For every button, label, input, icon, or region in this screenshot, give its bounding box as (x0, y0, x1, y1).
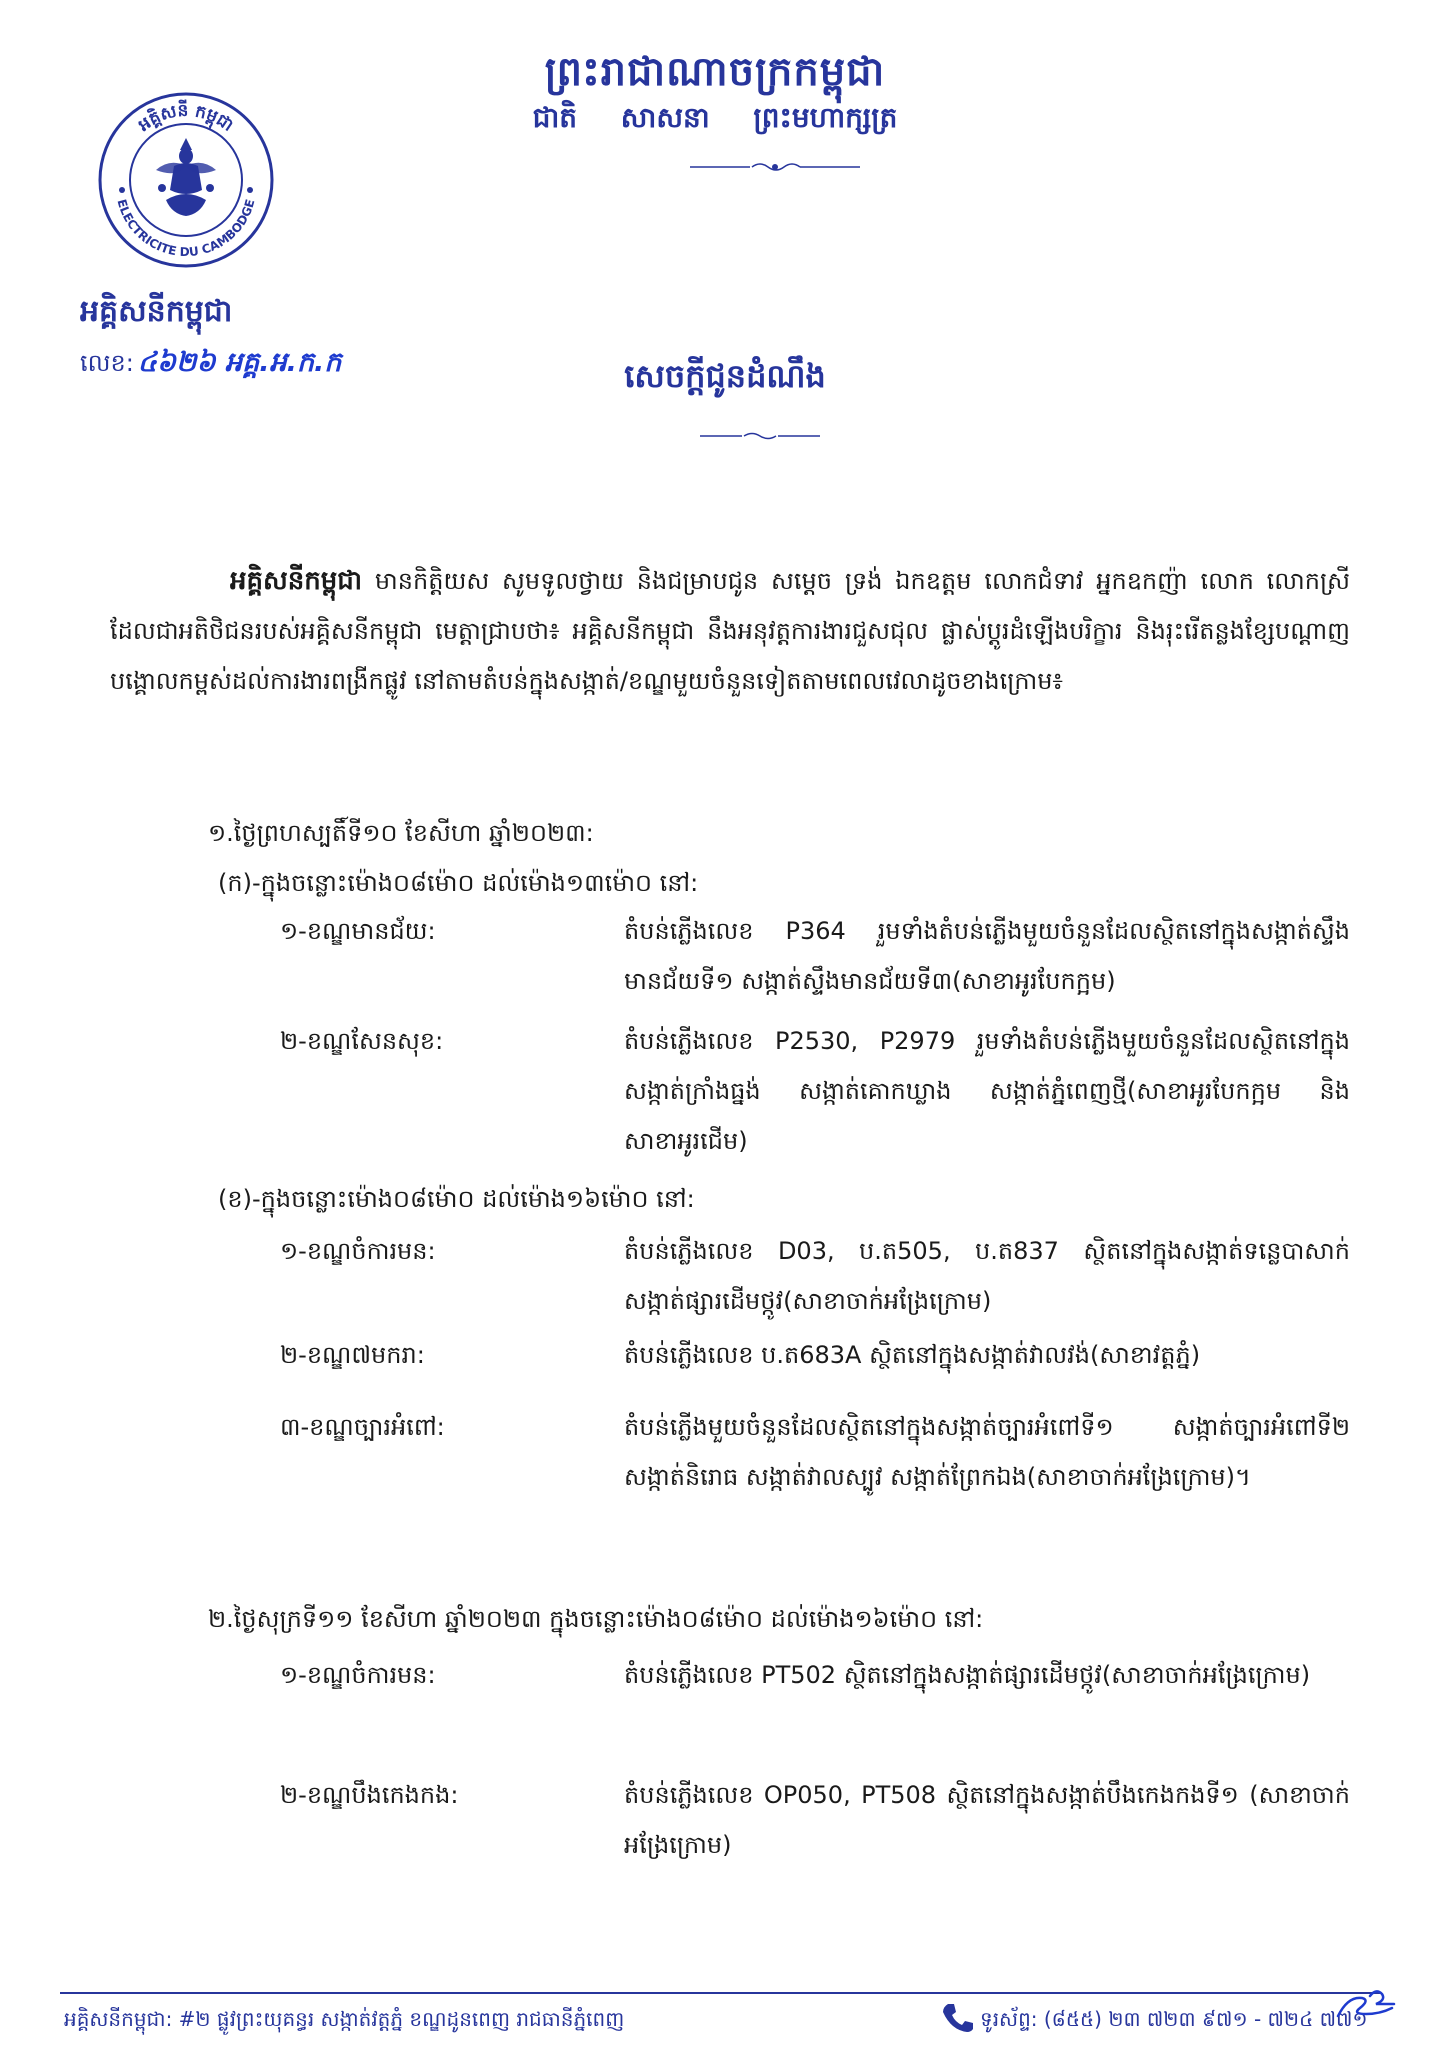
intro-paragraph (110, 556, 1350, 706)
district-description: តំបន់ភ្លើងលេខ D03, ប.ត505, ប.ត837 ស្ថិតនៅក្នុងសង្កាត់ទន្លេបាសាក់ សង្កាត់ផ្សារដើមថ្កូវ(សាខាចាក់អង្រែក្រោម) (624, 1237, 1350, 1315)
day1-period-b-title: (ខ)-ក្នុងចន្លោះម៉ោង០៨ម៉ោ០ ដល់ម៉ោង១៦ម៉ោ០ នៅ: (218, 1185, 695, 1213)
list-item (280, 906, 1350, 1006)
footer-divider (60, 1992, 1380, 1994)
national-motto: ជាតិ សាសនា ព្រះមហាក្សត្រ (532, 101, 898, 134)
list-item (280, 1226, 1350, 1326)
day2-title: ២.ថ្ងៃសុក្រទី១១ ខែសីហា ឆ្នាំ២០២៣ ក្នុងចន្លោះម៉ោង០៨ម៉ោ០ ដល់ម៉ោង១៦ម៉ោ០ នៅ: (208, 1605, 984, 1633)
svg-text:អគ្គិសនី កម្ពុជា (135, 99, 237, 136)
list-item (280, 1770, 1350, 1870)
district-label: ២-ខណ្ឌបឹងកេងកង: (280, 1781, 459, 1809)
phone-icon (940, 2000, 974, 2034)
seal-text-bottom: ELECTRICITE DU CAMBODGE (114, 197, 258, 260)
district-description: តំបន់ភ្លើងលេខ OP050, PT508 ស្ថិតនៅក្នុងសង្កាត់បឹងកេងកងទី១ (សាខាចាក់អង្រែក្រោម) (624, 1781, 1350, 1859)
day1-title: ១.ថ្ងៃព្រហស្បតិ៍ទី១០ ខែសីហា ឆ្នាំ២០២៣: (208, 819, 594, 847)
edc-seal-logo (96, 90, 276, 270)
handwritten-initial-mark (1330, 1986, 1400, 2026)
footer-phone: ទូរស័ព្ទ: (៨៥៥) ២៣ ៧២៣ ៩៧១ - ៧២៤ ៧៧១ (980, 2007, 1368, 2031)
list-item (280, 1330, 1350, 1380)
kingdom-heading: ព្រះរាជាណាចក្រកម្ពុជា (544, 48, 886, 95)
organization-name: អគ្គិសនីកម្ពុជា (80, 294, 233, 329)
district-label: ៣-ខណ្ឌច្បារអំពៅ: (280, 1413, 445, 1441)
intro-text: មានកិត្តិយស សូមទូលថ្វាយ និងជម្រាបជូន សម្ដេច ទ្រង់ ឯកឧត្តម លោកជំទាវ អ្នកឧកញ៉ា លោក លោកស្រី ដែលជាអតិថិជនរបស់អគ្គិសនីកម្ពុជា មេត្តាជ្រាបថា៖ អគ្គិសនីកម្ពុជា នឹងអនុវត្តការងារជួសជុល ផ្លាស់ប្ដូរដំឡើងបរិក្ខារ និងរុះរើតន្លងខ្សែបណ្ដាញបង្គោលកម្ពស់ដល់ការងារពង្រីកផ្លូវ នៅតាមតំបន់ក្នុងសង្កាត់/ខណ្ឌមួយចំនួនទៀតតាមពេលវេលាដូចខាងក្រោម៖ (110, 567, 1350, 695)
reference-number: ៤៦២៦ អគ្គ.អ.ក.ក (137, 347, 342, 378)
footer-address: អគ្គិសនីកម្ពុជា: #២ ផ្លូវព្រះយុគន្ធរ សង្កាត់វត្តភ្នំ ខណ្ឌដូនពេញ រាជធានីភ្នំពេញ (64, 2007, 625, 2031)
list-item (280, 1016, 1350, 1166)
ornament-divider-title (700, 430, 820, 442)
district-label: ១-ខណ្ឌចំការមន: (280, 1237, 436, 1265)
list-item (280, 1650, 1350, 1750)
document-title: សេចក្ដីជូនដំណឹង (624, 357, 826, 395)
seal-text-top: អគ្គិសនី កម្ពុជា (134, 100, 238, 136)
district-description: តំបន់ភ្លើងលេខ ប.ត683A ស្ថិតនៅក្នុងសង្កាត់វាលវង់(សាខាវត្តភ្នំ) (624, 1341, 1201, 1369)
reference-label: លេខ: (80, 349, 134, 377)
deity-emblem-icon (156, 138, 216, 216)
district-description: តំបន់ភ្លើងលេខ PT502 ស្ថិតនៅក្នុងសង្កាត់ផ្សារដើមថ្កូវ(សាខាចាក់អង្រែក្រោម) (624, 1661, 1311, 1689)
ornament-divider-top (690, 160, 860, 174)
district-label: ១-ខណ្ឌចំការមន: (280, 1661, 436, 1689)
district-description: តំបន់ភ្លើងលេខ P364 រួមទាំងតំបន់ភ្លើងមួយចំនួនដែលស្ថិតនៅក្នុងសង្កាត់ស្ទឹងមានជ័យទី១ សង្កាត់ស្ទឹងមានជ័យទី៣(សាខាអូរបែកក្អម) (624, 917, 1350, 995)
district-label: ២-ខណ្ឌ៧មករា: (280, 1341, 425, 1369)
list-item (280, 1402, 1350, 1552)
district-label: ២-ខណ្ឌសែនសុខ: (280, 1027, 444, 1055)
district-label: ១-ខណ្ឌមានជ័យ: (280, 917, 436, 945)
district-description: តំបន់ភ្លើងលេខ P2530, P2979 រួមទាំងតំបន់ភ្លើងមួយចំនួនដែលស្ថិតនៅក្នុងសង្កាត់ក្រាំងធ្នង់ សង្កាត់គោកឃ្លាង សង្កាត់ភ្នំពេញថ្មី(សាខាអូរបែកក្អម និងសាខាអូរជើម) (624, 1027, 1350, 1155)
intro-lead: អគ្គិសនីកម្ពុជា (230, 566, 363, 596)
day1-period-a-title: (ក)-ក្នុងចន្លោះម៉ោង០៨ម៉ោ០ ដល់ម៉ោង១៣ម៉ោ០ នៅ: (218, 869, 699, 897)
district-description: តំបន់ភ្លើងមួយចំនួនដែលស្ថិតនៅក្នុងសង្កាត់ច្បារអំពៅទី១ សង្កាត់ច្បារអំពៅទី២ សង្កាត់និរោធ សង្កាត់វាលស្បូវ សង្កាត់ព្រែកឯង(សាខាចាក់អង្រែក្រោម)។ (624, 1413, 1350, 1491)
